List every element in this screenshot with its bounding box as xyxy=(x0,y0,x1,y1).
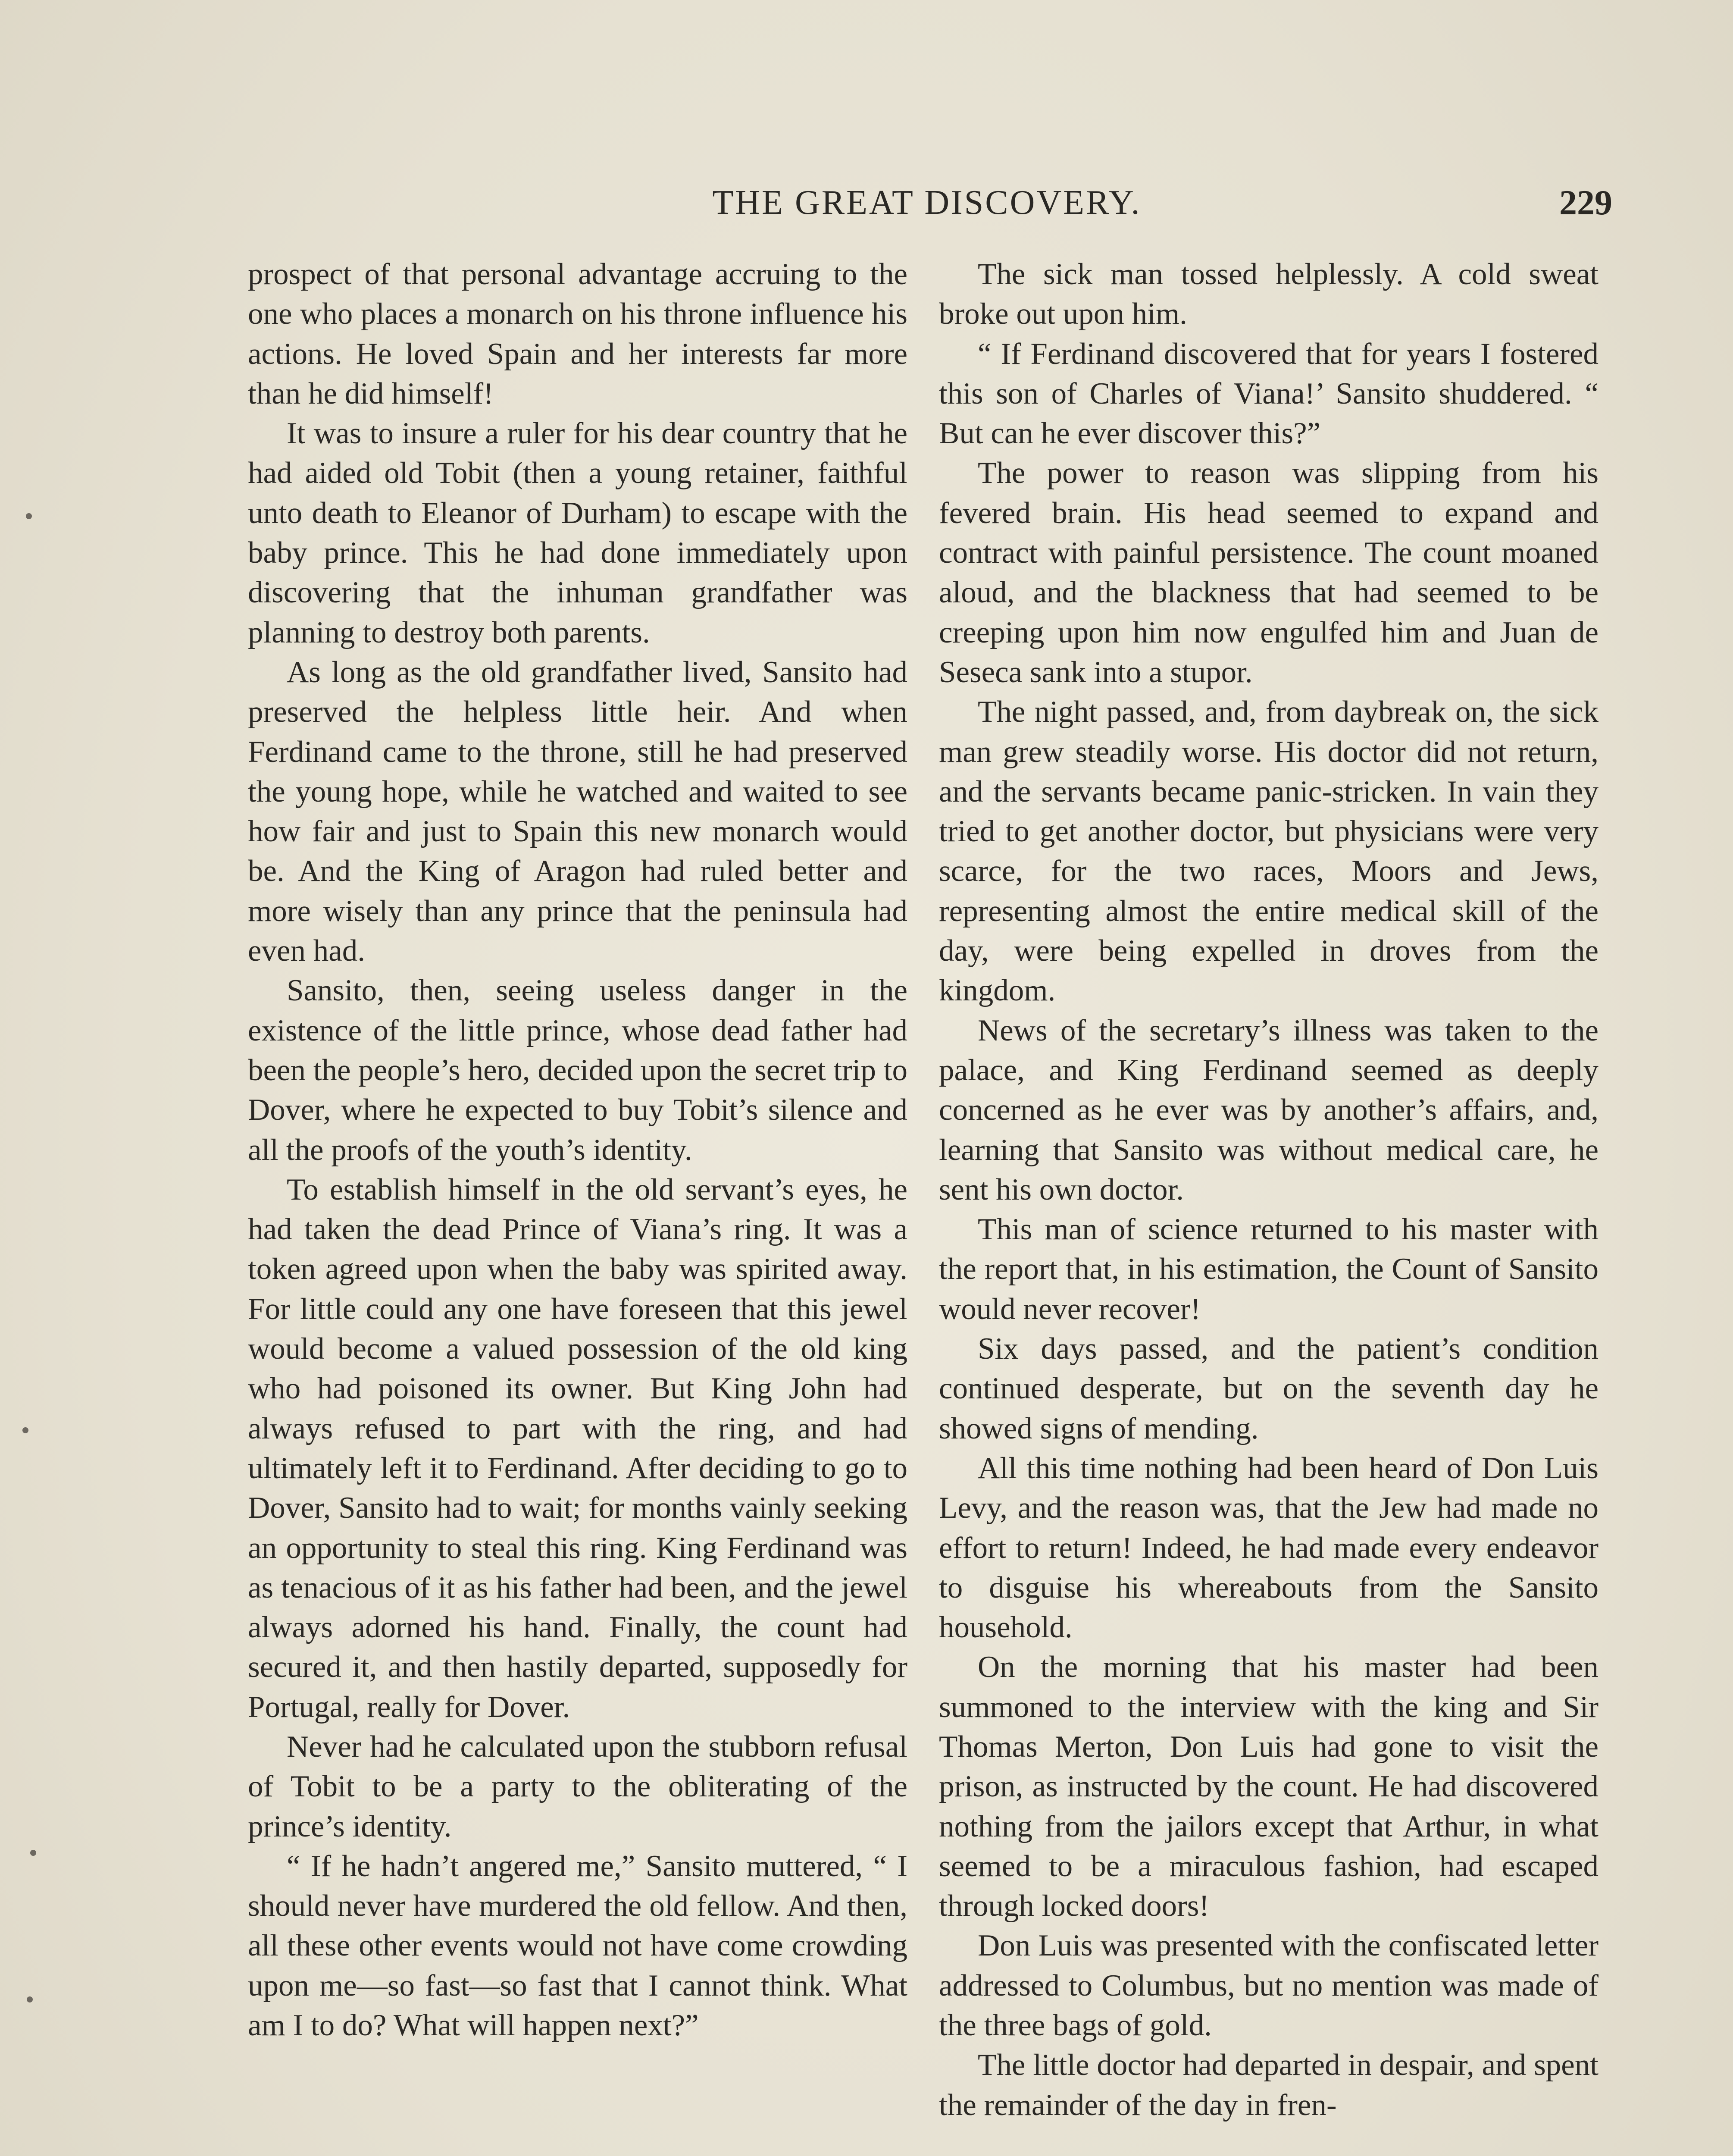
paper-speck xyxy=(30,1850,36,1856)
paragraph: This man of science returned to his master with the report that, in his estimation, the Count of Sansito would never recover! xyxy=(939,1213,1598,1326)
paragraph: Sansito, then, seeing useless danger in the existence of the little prince, whose dead father had been the people’s hero, decided upon the secret trip to Dover, where he expected to buy Tobit’s silence and all the proofs of the youth’s identity. xyxy=(248,974,907,1167)
paragraph: It was to insure a ruler for his dear country that he had aided old Tobit (then a young retainer, faithful unto death to Eleanor of Durham) to escape with the baby prince. This he had done immediately upon discovering that the inhuman grandfather was planning to destroy both parents. xyxy=(248,417,907,649)
paragraph: The power to reason was slipping from his fevered brain. His head seemed to expand and contract with painful persistence. The count moaned aloud, and the blackness that had seemed to be creeping upon him now engulfed him and Juan de Seseca sank into a stupor. xyxy=(939,456,1598,689)
paragraph: prospect of that personal advantage accruing to the one who places a monarch on his throne influence his actions. He loved Spain and her interests far more than he did himself! xyxy=(248,257,907,411)
paragraph: The night passed, and, from daybreak on, the sick man grew steadily worse. His doctor did not return, and the servants became panic-stricken. In vain they tried to get another doctor, but physicians were very scarce, for the two races, Moors and Jews, representing almost the entire medical skill of the day, were being expelled in droves from the kingdom. xyxy=(939,695,1598,1008)
paragraph: The sick man tossed helplessly. A cold sweat broke out upon him. xyxy=(939,257,1598,331)
page-header xyxy=(241,179,1612,231)
paragraph: Never had he calculated upon the stubborn refusal of Tobit to be a party to the obliterating of the prince’s identity. xyxy=(248,1730,907,1843)
paragraph: “ If Ferdinand discovered that for years I fostered this son of Charles of Viana!’ Sansito shuddered. “ But can he ever discover this?” xyxy=(939,337,1598,451)
left-column xyxy=(248,254,907,2045)
paragraph: As long as the old grandfather lived, Sansito had preserved the helpless little heir. And when Ferdinand came to the throne, still he had preserved the young hope, while he watched and waited to see how fair and just to Spain this new monarch would be. And the King of Aragon had ruled better and more wisely than any prince that the peninsula had even had. xyxy=(248,655,907,968)
paragraph: Six days passed, and the patient’s condition continued desperate, but on the seventh day he showed signs of mending. xyxy=(939,1332,1598,1445)
paragraph: To establish himself in the old servant’s eyes, he had taken the dead Prince of Viana’s ring. It was a token agreed upon when the baby was spirited away. For little could any one have foreseen that this jewel would become a valued possession of the old king who had poisoned its owner. But King John had always refused to part with the ring, and had ultimately left it to Ferdinand. After deciding to go to Dover, Sansito had to wait; for months vainly seeking an opportunity to steal this ring. King Ferdinand was as tenacious of it as his father had been, and the jewel always adorned his hand. Finally, the count had secured it, and then hastily departed, supposedly for Portugal, really for Dover. xyxy=(248,1172,907,1724)
right-column xyxy=(939,254,1598,2125)
paper-speck xyxy=(26,513,32,519)
paper-speck xyxy=(22,1427,28,1433)
paragraph: The little doctor had departed in despair, and spent the remainder of the day in fren- xyxy=(939,2048,1598,2122)
paragraph: “ If he hadn’t angered me,” Sansito muttered, “ I should never have murdered the old fellow. And then, all these other events would not have come crowding upon me—so fast—so fast that I cannot think. What am I to do? What will happen next?” xyxy=(248,1849,907,2043)
paragraph: Don Luis was presented with the confiscated letter addressed to Columbus, but no mention was made of the three bags of gold. xyxy=(939,1929,1598,2043)
page-number: 229 xyxy=(1559,183,1612,222)
paragraph: News of the secretary’s illness was taken to the palace, and King Ferdinand seemed as deeply concerned as he ever was by another’s affairs, and, learning that Sansito was without medical care, he sent his own doctor. xyxy=(939,1013,1598,1206)
running-title: THE GREAT DISCOVERY. xyxy=(712,184,1142,222)
paper-speck xyxy=(27,1996,33,2002)
paragraph: On the morning that his master had been summoned to the interview with the king and Sir Thomas Merton, Don Luis had gone to visit the prison, as instructed by the count. He had discovered nothing from the jailors except that Arthur, in what seemed to be a miraculous fashion, had escaped through locked doors! xyxy=(939,1650,1598,1923)
paragraph: All this time nothing had been heard of Don Luis Levy, and the reason was, that the Jew had made no effort to return! Indeed, he had made every endeavor to disguise his whereabouts from the Sansito household. xyxy=(939,1451,1598,1645)
